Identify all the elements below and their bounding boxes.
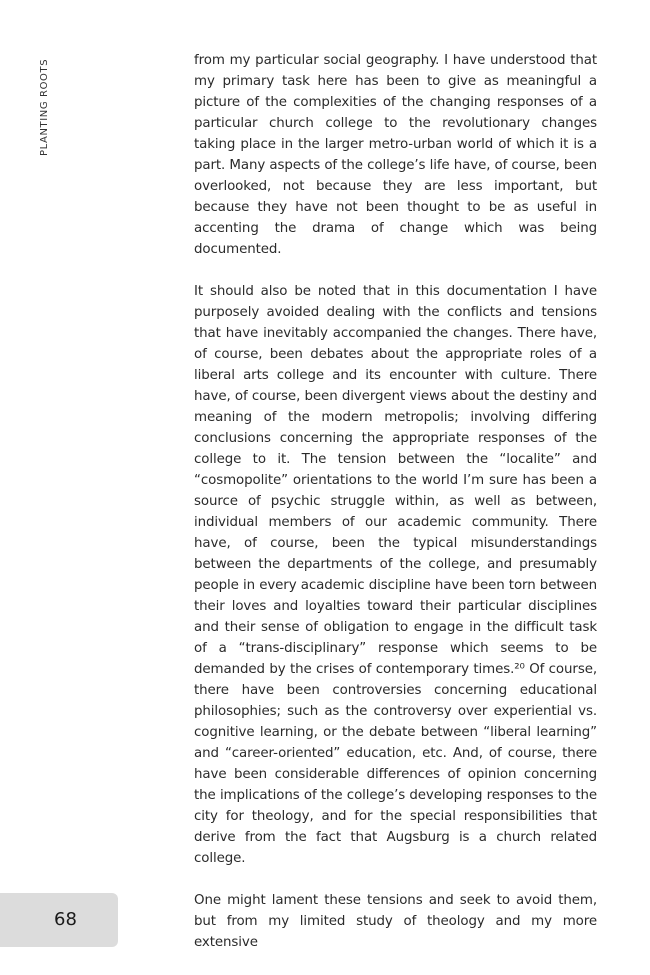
paragraph: One might lament these tensions and seek to avoid them, but from my limited study of theology and my more extensive [194, 893, 597, 950]
paragraph: It should also be noted that in this documentation I have purposely avoided dealing with the conflicts and tensions that have inevitably accompanied the changes. There have, of course, been debates about the appropriate roles of a liberal arts college and its encounter with culture. There have, of course, been divergent views about the destiny and meaning of the modern metropolis; involving differing conclusions concerning the appropriate responses of the college to it. The tension between the “localite” and “cosmopolite” orientations to the world I’m sure has been a source of psychic struggle within, as well as between, individual members of our academic community. There have, of course, been the typical misunderstandings between the departments of the college, and presumably people in every academic discipline have been torn between their loves and loyalties toward their particular disciplines and their sense of obligation to engage in the difficult task of a “trans-disciplinary” response which seems to be demanded by the crises of contemporary times.²⁰ Of course, there have been controversies concerning educational philosophies; such as the controversy over experiential vs. cognitive learning, or the debate between “liberal learning” and “career-oriented” education, etc. And, of course, there have been considerable differences of opinion concerning the implications of the college’s developing responses to the city for theology, and for the special responsibilities that derive from the fact that Augsburg is a church related college. [194, 284, 597, 866]
page-number: 68 [54, 909, 77, 930]
paragraph: from my particular social geography. I have understood that my primary task here has been to give as meaningful a picture of the complexities of the changing responses of a particular church college to the revolutionary changes taking place in the larger metro-urban world of which it is a part. Many aspects of the college’s life have, of course, been overlooked, not because they are less important, but because they have not been thought to be as useful in accenting the drama of change which was being documented. [194, 53, 597, 257]
body-text [194, 50, 597, 974]
running-head: PLANTING ROOTS [39, 58, 50, 156]
